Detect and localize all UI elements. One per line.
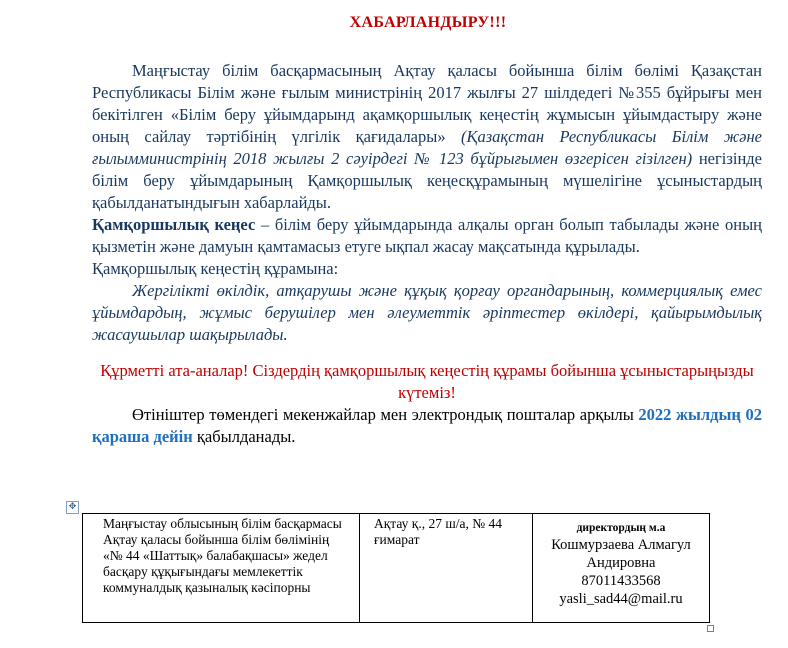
- composition-heading: Қамқоршылық кеңестің құрамына:: [92, 259, 339, 278]
- paragraph-definition: [92, 214, 762, 258]
- notice-body: [92, 60, 762, 448]
- appeal-to-parents: Құрметті ата-аналар! Сіздердің қамқоршылық кеңестің құрамы бойынша ұсыныстарыңызды күтеміз!: [100, 361, 754, 402]
- submission-paragraph: [92, 404, 762, 448]
- address-cell: Ақтау қ., 27 ш/а, № 44 ғимарат: [360, 514, 533, 623]
- director-name: Кошмурзаева Алмагул Андировна: [551, 537, 691, 571]
- director-cell: [533, 514, 710, 623]
- paragraph-order-text: Маңғыстау білім басқармасының Ақтау қаласы бойынша білім бөлімі Қазақстан Республикасы Білім және ғылым министрінің 2017 жылғы 27 шілдедегі №355 бұйрығы мен бекітілген «Білім беру ұйымдарынд ақамқоршылық кеңестің жұмысын ұйымдастыру және оның сайлау тәртібінің үлгілік қағидалары»: [92, 61, 762, 146]
- director-role: директордың м.а: [576, 522, 666, 534]
- submission-text: Өтініштер төмендегі мекенжайлар мен электрондық пошталар арқылы: [132, 405, 634, 424]
- table-resize-handle[interactable]: [707, 625, 714, 632]
- table-row: [83, 514, 710, 623]
- director-email: yasli_sad44@mail.ru: [559, 591, 683, 607]
- notice-title: ХАБАРЛАНДЫРУ!!!: [349, 14, 507, 31]
- table-move-icon[interactable]: ✥: [66, 501, 79, 514]
- director-phone: 87011433568: [581, 573, 661, 589]
- composition-text: Жергілікті өкілдік, атқарушы және құқық қорғау органдарының, коммерциялық емес ұйымдардың, жұмыс берушілер мен әлеуметтік әріптестер өкілдері, қайырымдылық жасаушылар шақырылады.: [92, 281, 762, 344]
- paragraph-order-end: негізінде білім беру ұйымдарының Қамқоршылық кеңесқұрамының мүшелігіне ұсыныстардың қабылданатындығын хабарлайды.: [92, 149, 762, 212]
- definition-term: Қамқоршылық кеңес: [92, 215, 256, 234]
- submission-deadline: 2022 жылдың 02 қараша дейін: [92, 405, 763, 446]
- organization-cell: Маңғыстау облысының білім басқармасы Ақтау қаласы бойынша білім бөлімінің «№ 44 «Шаттық» балабақшасы» жедел басқару құқығындағы мемлекеттік коммуналдық қазыналық кәсіпорны: [83, 514, 360, 623]
- contact-table: [82, 513, 710, 623]
- paragraph-order: [92, 60, 762, 214]
- submission-end: қабылданады.: [192, 427, 296, 446]
- paragraph-order-amendment: (Қазақстан Республикасы Білім және ғылымминистрінің 2018 жылғы 2 сәуірдегі № 123 бұйрығымен өзгерісен гізілген): [92, 127, 763, 168]
- definition-text: – білім беру ұйымдарында алқалы орган болып табылады және оның қызметін және дамуын қамтамасыз етуге ықпал жасау мақсатында құрылады.: [92, 215, 762, 256]
- spacer: [92, 346, 762, 360]
